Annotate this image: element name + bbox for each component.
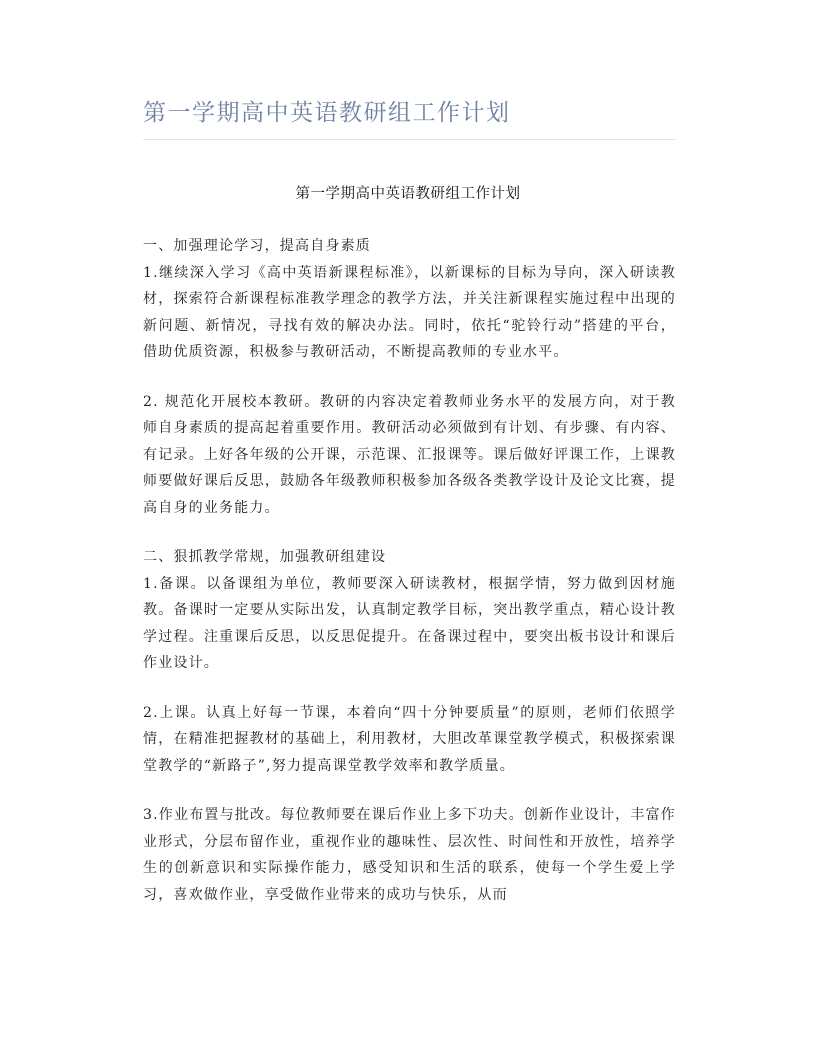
document-body: [143, 233, 676, 931]
section-2-heading: 二、狠抓教学常规，加强教研组建设: [143, 549, 387, 565]
title-divider: [143, 139, 676, 140]
section-2-paragraph-3: 3.作业布置与批改。每位教师要在课后作业上多下功夫。创新作业设计，丰富作业形式，分层布留作业，重视作业的趣味性、层次性、时间性和开放性，培养学生的创新意识和实际操作能力，感受知识和生活的联系，使每一个学生爱上学习，喜欢做作业，享受做作业带来的成功与快乐，从而: [143, 807, 676, 903]
section-2-paragraph-1: 1.备课。以备课组为单位，教师要深入研读教材，根据学情，努力做到因材施教。备课时一定要从实际出发，认真制定教学目标，突出教学重点，精心设计教学过程。注重课后反思，以反思促提升。在备课过程中，要突出板书设计和课后作业设计。: [143, 575, 676, 671]
document-heading: 第一学期高中英语教研组工作计划: [295, 186, 521, 202]
section-1-paragraph-2: 2. 规范化开展校本教研。教研的内容决定着教师业务水平的发展方向，对于教师自身素质的提高起着重要作用。教研活动必须做到有计划、有步骤、有内容、有记录。上好各年级的公开课，示范课、汇报课等。课后做好评课工作，上课教师要做好课后反思，鼓励各年级教师积极参加各级各类教学设计及论文比赛，提高自身的业务能力。: [143, 393, 676, 516]
page-title: 第一学期高中英语教研组工作计划: [143, 100, 511, 126]
section-1-heading: 一、加强理论学习，提高自身素质: [143, 238, 371, 254]
section-2-paragraph-2: 2.上课。认真上好每一节课，本着向“四十分钟要质量”的原则，老师们依照学情，在精准把握教材的基础上，利用教材，大胆改革课堂教学模式，积极探索课堂教学的“新路子”,努力提高课堂教学效率和教学质量。: [143, 704, 676, 774]
section-1-paragraph-1: 1.继续深入学习《高中英语新课程标准》，以新课标的目标为导向，深入研读教材，探索符合新课程标准教学理念的教学方法，并关注新课程实施过程中出现的新问题、新情况，寻找有效的解决办法。同时，依托“驼铃行动”搭建的平台，借助优质资源，积极参与教研活动，不断提高教师的专业水平。: [143, 264, 676, 360]
